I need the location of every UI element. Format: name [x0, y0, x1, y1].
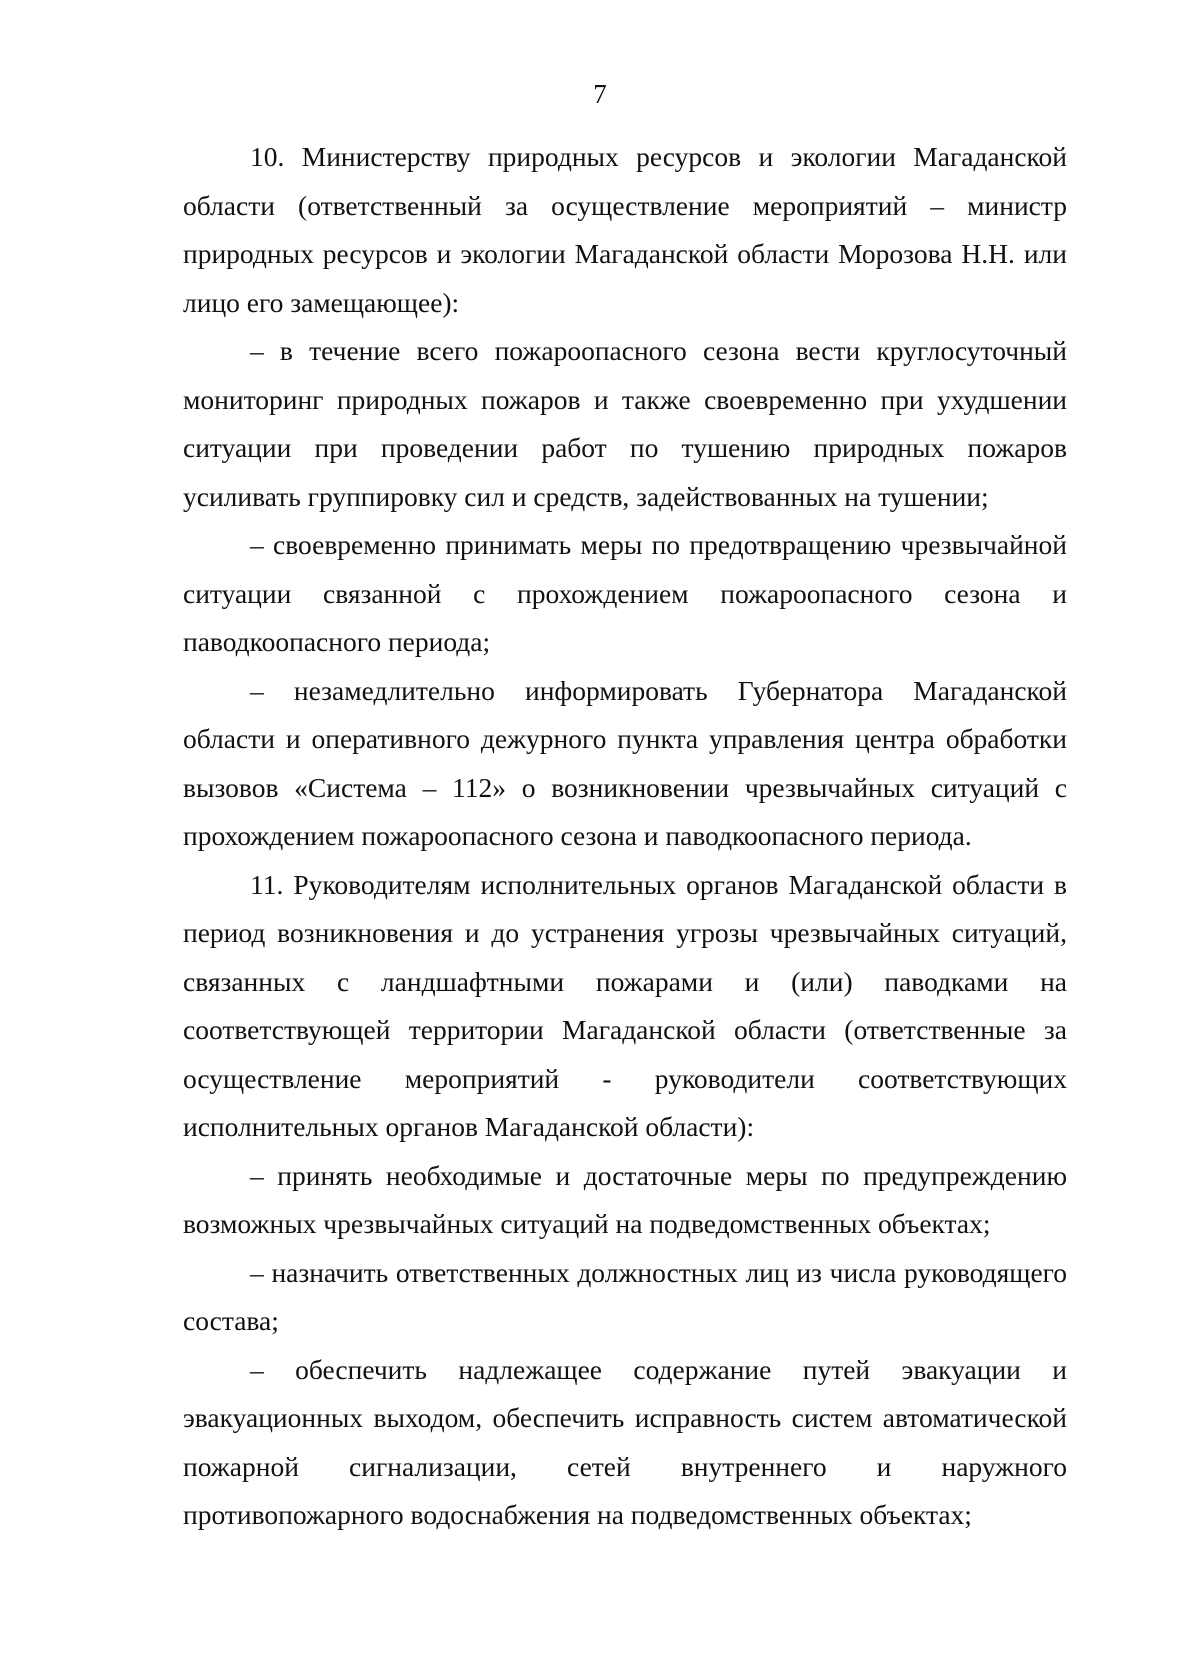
page-number: 7	[593, 79, 607, 109]
paragraph-11-item-evacuation: – обеспечить надлежащее содержание путей эвакуации и эвакуационных выходом, обеспечить исправность систем автоматической пожарной сигнализации, сетей внутреннего и наружного противопожарного водоснабжения на подведомственных объектах;	[183, 1353, 1067, 1530]
paragraph-10-item-inform: – незамедлительно информировать Губернатора Магаданской области и оперативного дежурного пункта управления центра обработки вызовов «Система – 112» о возникновении чрезвычайных ситуаций с прохождением пожароопасного сезона и паводкоопасного периода.	[183, 674, 1067, 851]
paragraph-10-item-monitoring: – в течение всего пожароопасного сезона вести круглосуточный мониторинг природных пожаров и также своевременно при ухудшении ситуации при проведении работ по тушению природных пожаров усиливать группировку сил и средств, задействованных на тушении;	[183, 335, 1067, 512]
paragraph-11-item-measures: – принять необходимые и достаточные меры по предупреждению возможных чрезвычайных ситуаций на подведомственных объектах;	[183, 1159, 1067, 1239]
paragraph-11-item-appoint: – назначить ответственных должностных лиц из числа руководящего состава;	[183, 1256, 1067, 1336]
document-body	[183, 133, 1067, 1540]
paragraph-10-intro: 10. Министерству природных ресурсов и экологии Магаданской области (ответственный за осуществление мероприятий – министр природных ресурсов и экологии Магаданской области Морозова Н.Н. или лицо его замещающее):	[183, 141, 1067, 318]
paragraph-11-intro: 11. Руководителям исполнительных органов Магаданской области в период возникновения и до устранения угрозы чрезвычайных ситуаций, связанных с ландшафтными пожарами и (или) паводками на соответствующей территории Магаданской области (ответственные за осуществление мероприятий - руководители соответствующих исполнительных органов Магаданской области):	[183, 868, 1067, 1142]
paragraph-10-item-prevention: – своевременно принимать меры по предотвращению чрезвычайной ситуации связанной с прохождением пожароопасного сезона и паводкоопасного периода;	[183, 529, 1067, 657]
